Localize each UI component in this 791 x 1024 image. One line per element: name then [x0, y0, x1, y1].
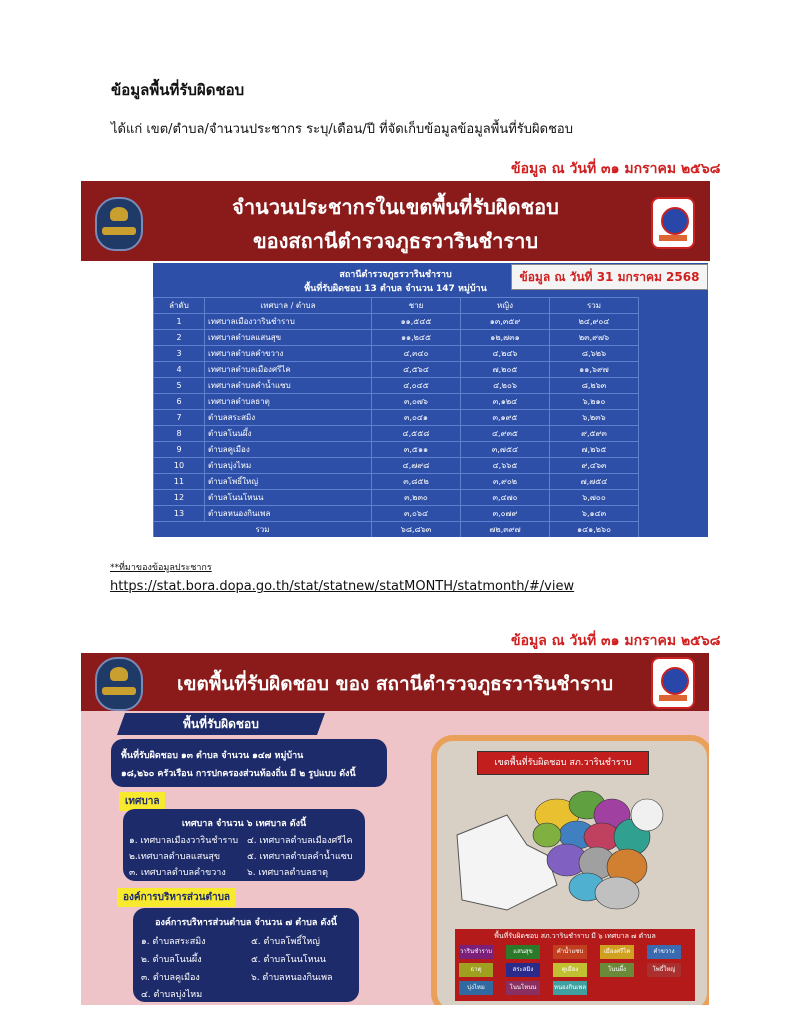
cell-male: ๔,๐๔๕: [372, 378, 461, 394]
table-row: [154, 490, 708, 506]
cell-total: ๒๓,๙๗๖: [550, 330, 639, 346]
cell-female: ๔,๒๔๖: [461, 346, 550, 362]
cell-total: ๑๑,๖๙๗: [550, 362, 639, 378]
tao-tag: องค์การบริหารส่วนตำบล: [117, 888, 236, 907]
tao-item: ๖. ตำบลหนองกินเพล: [251, 973, 333, 983]
legend-item: แสนสุข: [506, 945, 540, 959]
cell-female: ๓,๑๒๔: [461, 394, 550, 410]
cell-female: ๑๒,๗๓๑: [461, 330, 550, 346]
cell-total: ๖,๑๔๓: [550, 506, 639, 522]
cell-total: ๒๔,๙๐๔: [550, 314, 639, 330]
table-row: [154, 394, 708, 410]
cell-no: 9: [154, 442, 205, 458]
slide2-title: เขตพื้นที่รับผิดชอบ ของ สถานีตำรวจภูธรวารินชำราบ: [177, 673, 613, 695]
municipal-box: [123, 809, 365, 881]
cell-female: ๑๓,๓๕๙: [461, 314, 550, 330]
cell-male: ๓,๐๔๑: [372, 410, 461, 426]
cell-male: ๔,๕๕๘: [372, 426, 461, 442]
district-shape: [595, 877, 639, 909]
legend-item: บุ่งไหม: [459, 981, 493, 995]
royal-crest-icon: [651, 197, 695, 249]
cell-name: เทศบาลเมืองวารินชำราบ: [205, 314, 372, 330]
col-header: ลำดับ: [154, 298, 205, 314]
legend-item: วารินชำราบ: [459, 945, 493, 959]
col-header: หญิง: [461, 298, 550, 314]
total-label: รวม: [154, 522, 372, 538]
cell-name: ตำบลคูเมือง: [205, 442, 372, 458]
municipal-item: ๖. เทศบาลตำบลธาตุ: [247, 868, 328, 878]
cell-total: ๖,๒๑๐: [550, 394, 639, 410]
cell-no: 6: [154, 394, 205, 410]
cell-name: เทศบาลตำบลคำน้ำแซบ: [205, 378, 372, 394]
area-tag: [117, 713, 325, 735]
cell-total: ๘,๖๒๖: [550, 346, 639, 362]
cell-female: ๓,๐๗๙: [461, 506, 550, 522]
cell-no: 11: [154, 474, 205, 490]
slide-title-line1: จำนวนประชากรในเขตพื้นที่รับผิดชอบ: [232, 195, 559, 219]
intro-text: ได้แก่ เขต/ตำบล/จำนวนประชากร ระบุ/เดือน/ปี ที่จัดเก็บข้อมูลข้อมูลพื้นที่รับผิดชอบ: [111, 122, 573, 137]
district-shape: [533, 823, 561, 847]
cell-female: ๓,๙๐๒: [461, 474, 550, 490]
cell-female: ๓,๑๙๕: [461, 410, 550, 426]
royal-crest-icon: [651, 657, 695, 709]
cell-no: 7: [154, 410, 205, 426]
summary-line1: พื้นที่รับผิดชอบ ๑๓ ตำบล จำนวน ๑๔๗ หมู่บ้าน: [121, 751, 304, 761]
table-row: [154, 362, 708, 378]
legend-item: สระสมิง: [506, 963, 540, 977]
slide-header: [81, 181, 710, 261]
source-footnote: **ที่มาของข้อมูลประชากร: [110, 563, 212, 573]
legend-item: คูเมือง: [553, 963, 587, 977]
cell-no: 10: [154, 458, 205, 474]
section-heading: ข้อมูลพื้นที่รับผิดชอบ: [111, 81, 245, 99]
tao-box: [133, 908, 359, 1002]
col-header: ชาย: [372, 298, 461, 314]
municipal-tag: เทศบาล: [119, 792, 165, 811]
municipal-item: ๓. เทศบาลตำบลคำขวาง: [129, 868, 226, 878]
cell-male: ๓,๕๑๑: [372, 442, 461, 458]
cell-male: ๔,๕๖๔: [372, 362, 461, 378]
table-header-row: [154, 298, 708, 314]
cell-name: ตำบลโนนผึ้ง: [205, 426, 372, 442]
cell-male: ๔,๗๙๘: [372, 458, 461, 474]
cell-male: ๓,๘๕๒: [372, 474, 461, 490]
legend-item: โนนโหนน: [506, 981, 540, 995]
tao-heading: องค์การบริหารส่วนตำบล จำนวน ๗ ตำบล ดังนี้: [155, 918, 337, 928]
cell-male: ๓,๐๗๖: [372, 394, 461, 410]
municipal-item: ๕. เทศบาลตำบลคำน้ำแซบ: [247, 852, 353, 862]
total-all: ๑๔๑,๒๖๐: [550, 522, 639, 538]
cell-total: ๙,๔๖๓: [550, 458, 639, 474]
cell-no: 8: [154, 426, 205, 442]
population-table: [153, 297, 708, 537]
cell-female: ๓,๗๕๔: [461, 442, 550, 458]
table-title: สถานีตำรวจภูธรวารินชำราบ: [339, 270, 452, 280]
tao-item: ๕. ตำบลโพธิ์ใหญ่: [251, 937, 320, 947]
cell-male: ๑๑,๕๔๕: [372, 314, 461, 330]
col-header: รวม: [550, 298, 639, 314]
cell-total: ๙,๕๙๓: [550, 426, 639, 442]
table-row: [154, 330, 708, 346]
cell-male: ๔,๓๔๐: [372, 346, 461, 362]
table-row: [154, 506, 708, 522]
district-map-panel: [431, 735, 709, 1005]
date-label-bottom: ข้อมูล ณ วันที่ ๓๑ มกราคม ๒๕๖๘: [511, 633, 721, 649]
tao-item: ๔. ตำบลบุ่งไหม: [141, 990, 203, 1000]
table-row: [154, 378, 708, 394]
municipal-item: ๔. เทศบาลตำบลเมืองศรีไค: [247, 836, 353, 846]
cell-name: เทศบาลตำบลแสนสุข: [205, 330, 372, 346]
cell-no: 13: [154, 506, 205, 522]
legend-item: โนนผึ้ง: [600, 963, 634, 977]
total-female: ๗๒,๓๙๗: [461, 522, 550, 538]
cell-male: ๑๑,๒๔๕: [372, 330, 461, 346]
map-title: เขตพื้นที่รับผิดชอบ สภ.วารินชำราบ: [477, 751, 649, 775]
cell-female: ๗,๒๐๕: [461, 362, 550, 378]
cell-total: ๗,๒๖๕: [550, 442, 639, 458]
spacer: [639, 298, 708, 314]
cell-no: 3: [154, 346, 205, 362]
legend-item: หนองกินเพล: [553, 981, 587, 995]
tao-item: ๒. ตำบลโนนผึ้ง: [141, 955, 202, 965]
tao-item: ๕. ตำบลโนนโหนน: [251, 955, 326, 965]
cell-male: ๓,๒๓๐: [372, 490, 461, 506]
tao-item: ๑. ตำบลสระสมิง: [141, 937, 206, 947]
summary-line2: ๑๘,๒๖๐ ครัวเรือน การปกครองส่วนท้องถิ่น มี ๒ รูปแบบ ดังนี้: [121, 769, 356, 779]
date-label-top: ข้อมูล ณ วันที่ ๓๑ มกราคม ๒๕๖๘: [511, 161, 721, 177]
municipal-item: ๒.เทศบาลตำบลแสนสุข: [129, 852, 221, 862]
cell-name: ตำบลสระสมิง: [205, 410, 372, 426]
cell-total: ๘,๒๖๓: [550, 378, 639, 394]
table-row: [154, 426, 708, 442]
district-map: [437, 775, 695, 925]
legend-item: เมืองศรีไค: [600, 945, 634, 959]
table-row: [154, 410, 708, 426]
table-row: [154, 346, 708, 362]
area-tag-label: พื้นที่รับผิดชอบ: [183, 717, 259, 731]
municipal-item: ๑. เทศบาลเมืองวารินชำราบ: [129, 836, 239, 846]
cell-male: ๓,๐๖๔: [372, 506, 461, 522]
legend-item: ธาตุ: [459, 963, 493, 977]
cell-no: 2: [154, 330, 205, 346]
cell-female: ๔,๒๐๖: [461, 378, 550, 394]
municipal-heading: เทศบาล จำนวน ๖ เทศบาล ดังนี้: [181, 819, 307, 829]
legend-item: คำขวาง: [647, 945, 681, 959]
cell-female: ๓,๔๗๐: [461, 490, 550, 506]
slide-title-line2: ของสถานีตำรวจภูธรวารินชำราบ: [252, 229, 539, 253]
cell-name: ตำบลโนนโหนน: [205, 490, 372, 506]
cell-no: 5: [154, 378, 205, 394]
cell-name: เทศบาลตำบลเมืองศรีไค: [205, 362, 372, 378]
cell-name: ตำบลหนองกินเพล: [205, 506, 372, 522]
slide-body: [81, 261, 710, 537]
table-row: [154, 314, 708, 330]
col-header: เทศบาล / ตำบล: [205, 298, 372, 314]
cell-name: เทศบาลตำบลคำขวาง: [205, 346, 372, 362]
map-legend: [455, 929, 695, 1001]
tao-item: ๓. ตำบลคูเมือง: [141, 973, 200, 983]
slide2-header: [81, 653, 709, 711]
legend-item: โพธิ์ใหญ่: [647, 963, 681, 977]
summary-box: [111, 739, 387, 787]
source-link[interactable]: https://stat.bora.dopa.go.th/stat/statnew/statMONTH/statmonth/#/view: [110, 579, 575, 594]
cell-total: ๖,๒๓๖: [550, 410, 639, 426]
area-slide: [81, 653, 709, 1005]
cell-name: ตำบลโพธิ์ใหญ่: [205, 474, 372, 490]
table-subtitle: พื้นที่รับผิดชอบ 13 ตำบล จำนวน 147 หมู่บ้าน: [304, 284, 487, 294]
legend-title: พื้นที่รับผิดชอบ สภ.วารินชำราบ มี ๖ เทศบาล ๗ ตำบล: [494, 932, 656, 940]
cell-name: เทศบาลตำบลธาตุ: [205, 394, 372, 410]
population-table-panel: [153, 263, 708, 537]
cell-no: 1: [154, 314, 205, 330]
cell-no: 4: [154, 362, 205, 378]
district-shape: [631, 799, 663, 831]
cell-total: ๖,๗๐๐: [550, 490, 639, 506]
table-row: [154, 474, 708, 490]
date-badge: ข้อมูล ณ วันที่ 31 มกราคม 2568: [511, 264, 708, 290]
cell-female: ๔,๙๓๕: [461, 426, 550, 442]
population-slide: [81, 181, 710, 537]
total-male: ๖๘,๘๖๓: [372, 522, 461, 538]
table-row: [154, 442, 708, 458]
cell-total: ๗,๗๕๔: [550, 474, 639, 490]
table-row: [154, 458, 708, 474]
cell-female: ๔,๖๖๕: [461, 458, 550, 474]
cell-no: 12: [154, 490, 205, 506]
legend-item: คำน้ำแซบ: [553, 945, 587, 959]
table-total-row: [154, 522, 708, 538]
cell-name: ตำบลบุ่งไหม: [205, 458, 372, 474]
